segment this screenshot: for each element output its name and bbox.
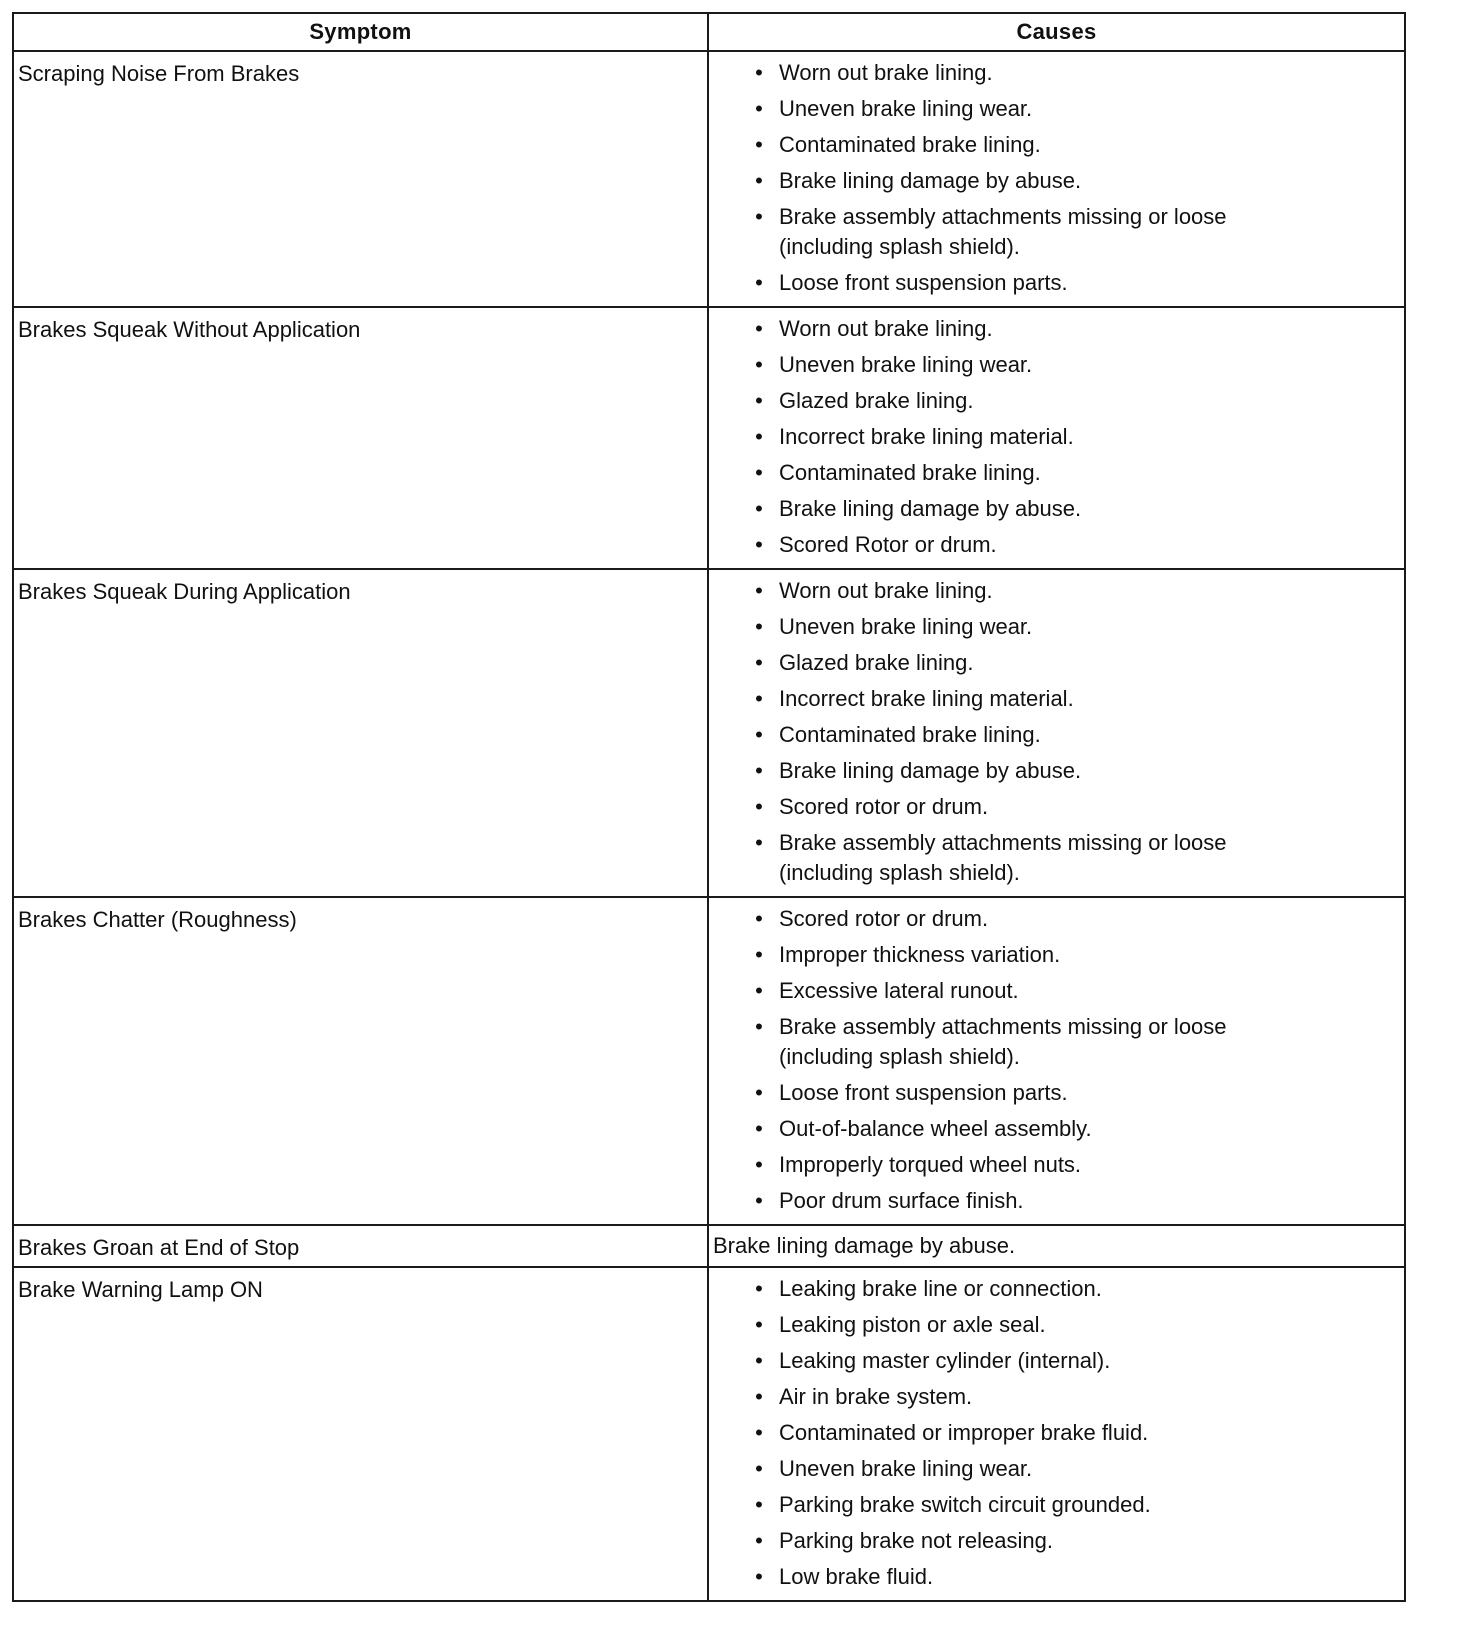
bullet-icon: •	[755, 496, 763, 521]
bullet-icon: •	[755, 1348, 763, 1373]
causes-list	[709, 898, 1404, 1224]
cause-text: Leaking brake line or connection.	[779, 1276, 1102, 1301]
causes-list	[709, 570, 1404, 896]
cause-item	[749, 494, 1299, 524]
bullet-icon: •	[755, 352, 763, 377]
cause-item	[749, 576, 1299, 606]
cause-item	[749, 648, 1299, 678]
symptom-cell	[13, 897, 708, 1225]
cause-item	[749, 1274, 1299, 1304]
causes-column-header: Causes	[708, 13, 1405, 51]
cause-text: Brake assembly attachments missing or loose (including splash shield).	[779, 204, 1227, 259]
cause-text: Glazed brake lining.	[779, 388, 974, 413]
symptom-text: Brake Warning Lamp ON	[18, 1277, 263, 1302]
causes-list	[709, 308, 1404, 568]
cause-item	[749, 530, 1299, 560]
cause-text: Parking brake switch circuit grounded.	[779, 1492, 1151, 1517]
cause-item	[749, 1526, 1299, 1556]
cause-text: Improper thickness variation.	[779, 942, 1061, 967]
cause-item	[749, 1078, 1299, 1108]
cause-text: Incorrect brake lining material.	[779, 686, 1074, 711]
cause-text: Brake lining damage by abuse.	[713, 1233, 1016, 1258]
bullet-icon: •	[755, 794, 763, 819]
bullet-icon: •	[755, 60, 763, 85]
cause-text: Contaminated brake lining.	[779, 722, 1041, 747]
table-row	[13, 307, 1405, 569]
cause-text: Brake lining damage by abuse.	[779, 496, 1082, 521]
cause-item	[749, 904, 1299, 934]
bullet-icon: •	[755, 578, 763, 603]
cause-text: Worn out brake lining.	[779, 316, 993, 341]
cause-item	[749, 58, 1299, 88]
causes-cell	[708, 307, 1405, 569]
bullet-icon: •	[755, 614, 763, 639]
cause-text: Scored rotor or drum.	[779, 794, 989, 819]
cause-item	[749, 94, 1299, 124]
cause-item	[749, 268, 1299, 298]
table-row	[13, 1225, 1405, 1267]
bullet-icon: •	[755, 132, 763, 157]
bullet-icon: •	[755, 1528, 763, 1553]
cause-text: Incorrect brake lining material.	[779, 424, 1074, 449]
table-row	[13, 569, 1405, 897]
cause-text: Poor drum surface finish.	[779, 1188, 1024, 1213]
bullet-icon: •	[755, 1492, 763, 1517]
symptom-text: Scraping Noise From Brakes	[18, 61, 300, 86]
bullet-icon: •	[755, 1276, 763, 1301]
bullet-icon: •	[755, 1152, 763, 1177]
cause-text: Uneven brake lining wear.	[779, 614, 1033, 639]
table-row	[13, 1267, 1405, 1601]
bullet-icon: •	[755, 1384, 763, 1409]
cause-item	[749, 940, 1299, 970]
symptom-cell	[13, 569, 708, 897]
symptom-text: Brakes Squeak Without Application	[18, 317, 361, 342]
cause-text: Scored Rotor or drum.	[779, 532, 997, 557]
symptom-text: Brakes Squeak During Application	[18, 579, 351, 604]
cause-item	[749, 1382, 1299, 1412]
bullet-icon: •	[755, 758, 763, 783]
cause-item	[749, 166, 1299, 196]
bullet-icon: •	[755, 460, 763, 485]
cause-item	[749, 1150, 1299, 1180]
causes-cell	[708, 569, 1405, 897]
bullet-icon: •	[755, 906, 763, 931]
bullet-icon: •	[755, 1080, 763, 1105]
cause-item	[749, 386, 1299, 416]
table-row	[13, 897, 1405, 1225]
symptom-cell	[13, 1225, 708, 1267]
cause-text: Contaminated brake lining.	[779, 460, 1041, 485]
cause-item	[749, 1418, 1299, 1448]
cause-text: Brake lining damage by abuse.	[779, 168, 1082, 193]
cause-text: Leaking master cylinder (internal).	[779, 1348, 1111, 1373]
cause-item	[749, 422, 1299, 452]
cause-text: Worn out brake lining.	[779, 578, 993, 603]
bullet-icon: •	[755, 1014, 763, 1039]
diagnosis-table	[12, 12, 1406, 1602]
bullet-icon: •	[755, 270, 763, 295]
symptom-cell	[13, 1267, 708, 1601]
cause-item	[749, 756, 1299, 786]
cause-text: Loose front suspension parts.	[779, 1080, 1068, 1105]
bullet-icon: •	[755, 650, 763, 675]
bullet-icon: •	[755, 316, 763, 341]
cause-item	[749, 1454, 1299, 1484]
bullet-icon: •	[755, 424, 763, 449]
bullet-icon: •	[755, 722, 763, 747]
cause-text: Leaking piston or axle seal.	[779, 1312, 1046, 1337]
bullet-icon: •	[755, 1312, 763, 1337]
cause-text: Out-of-balance wheel assembly.	[779, 1116, 1092, 1141]
cause-text: Worn out brake lining.	[779, 60, 993, 85]
cause-text: Scored rotor or drum.	[779, 906, 989, 931]
header-row	[13, 13, 1405, 51]
cause-item	[749, 130, 1299, 160]
cause-text: Glazed brake lining.	[779, 650, 974, 675]
bullet-icon: •	[755, 388, 763, 413]
bullet-icon: •	[755, 1116, 763, 1141]
cause-item	[749, 828, 1299, 888]
symptom-cell	[13, 51, 708, 307]
symptom-column-header: Symptom	[13, 13, 708, 51]
bullet-icon: •	[755, 96, 763, 121]
cause-item	[749, 720, 1299, 750]
cause-item	[749, 1012, 1299, 1072]
cause-item	[749, 1186, 1299, 1216]
cause-item	[749, 792, 1299, 822]
cause-text: Uneven brake lining wear.	[779, 352, 1033, 377]
bullet-icon: •	[755, 1188, 763, 1213]
bullet-icon: •	[755, 1420, 763, 1445]
cause-text: Contaminated brake lining.	[779, 132, 1041, 157]
cause-item	[749, 458, 1299, 488]
bullet-icon: •	[755, 830, 763, 855]
document-page	[12, 12, 1404, 1602]
cause-text: Uneven brake lining wear.	[779, 96, 1033, 121]
cause-text: Improperly torqued wheel nuts.	[779, 1152, 1082, 1177]
cause-item	[749, 976, 1299, 1006]
table-body	[13, 51, 1405, 1601]
bullet-icon: •	[755, 168, 763, 193]
cause-text: Brake assembly attachments missing or loose (including splash shield).	[779, 830, 1227, 885]
causes-cell	[708, 897, 1405, 1225]
cause-text: Uneven brake lining wear.	[779, 1456, 1033, 1481]
bullet-icon: •	[755, 686, 763, 711]
cause-item	[749, 684, 1299, 714]
cause-text: Contaminated or improper brake fluid.	[779, 1420, 1149, 1445]
bullet-icon: •	[755, 978, 763, 1003]
cause-text: Air in brake system.	[779, 1384, 973, 1409]
cause-text: Brake lining damage by abuse.	[779, 758, 1082, 783]
cause-item	[749, 1490, 1299, 1520]
cause-item	[749, 1346, 1299, 1376]
causes-cell	[708, 51, 1405, 307]
cause-text: Loose front suspension parts.	[779, 270, 1068, 295]
cause-text: Parking brake not releasing.	[779, 1528, 1053, 1553]
cause-item	[749, 350, 1299, 380]
symptom-text: Brakes Groan at End of Stop	[18, 1235, 300, 1260]
causes-cell	[708, 1267, 1405, 1601]
cause-item	[749, 1310, 1299, 1340]
causes-list	[709, 1268, 1404, 1600]
bullet-icon: •	[755, 532, 763, 557]
bullet-icon: •	[755, 1456, 763, 1481]
cause-text: Low brake fluid.	[779, 1564, 934, 1589]
bullet-icon: •	[755, 1564, 763, 1589]
cause-item	[749, 314, 1299, 344]
symptom-text: Brakes Chatter (Roughness)	[18, 907, 297, 932]
symptom-cell	[13, 307, 708, 569]
bullet-icon: •	[755, 942, 763, 967]
table-header	[13, 13, 1405, 51]
causes-cell	[708, 1225, 1405, 1267]
causes-list	[709, 52, 1404, 306]
cause-text: Excessive lateral runout.	[779, 978, 1019, 1003]
cause-item	[749, 1114, 1299, 1144]
cause-item	[749, 1562, 1299, 1592]
table-row	[13, 51, 1405, 307]
cause-item	[749, 612, 1299, 642]
cause-item	[749, 202, 1299, 262]
bullet-icon: •	[755, 204, 763, 229]
cause-text: Brake assembly attachments missing or loose (including splash shield).	[779, 1014, 1227, 1069]
